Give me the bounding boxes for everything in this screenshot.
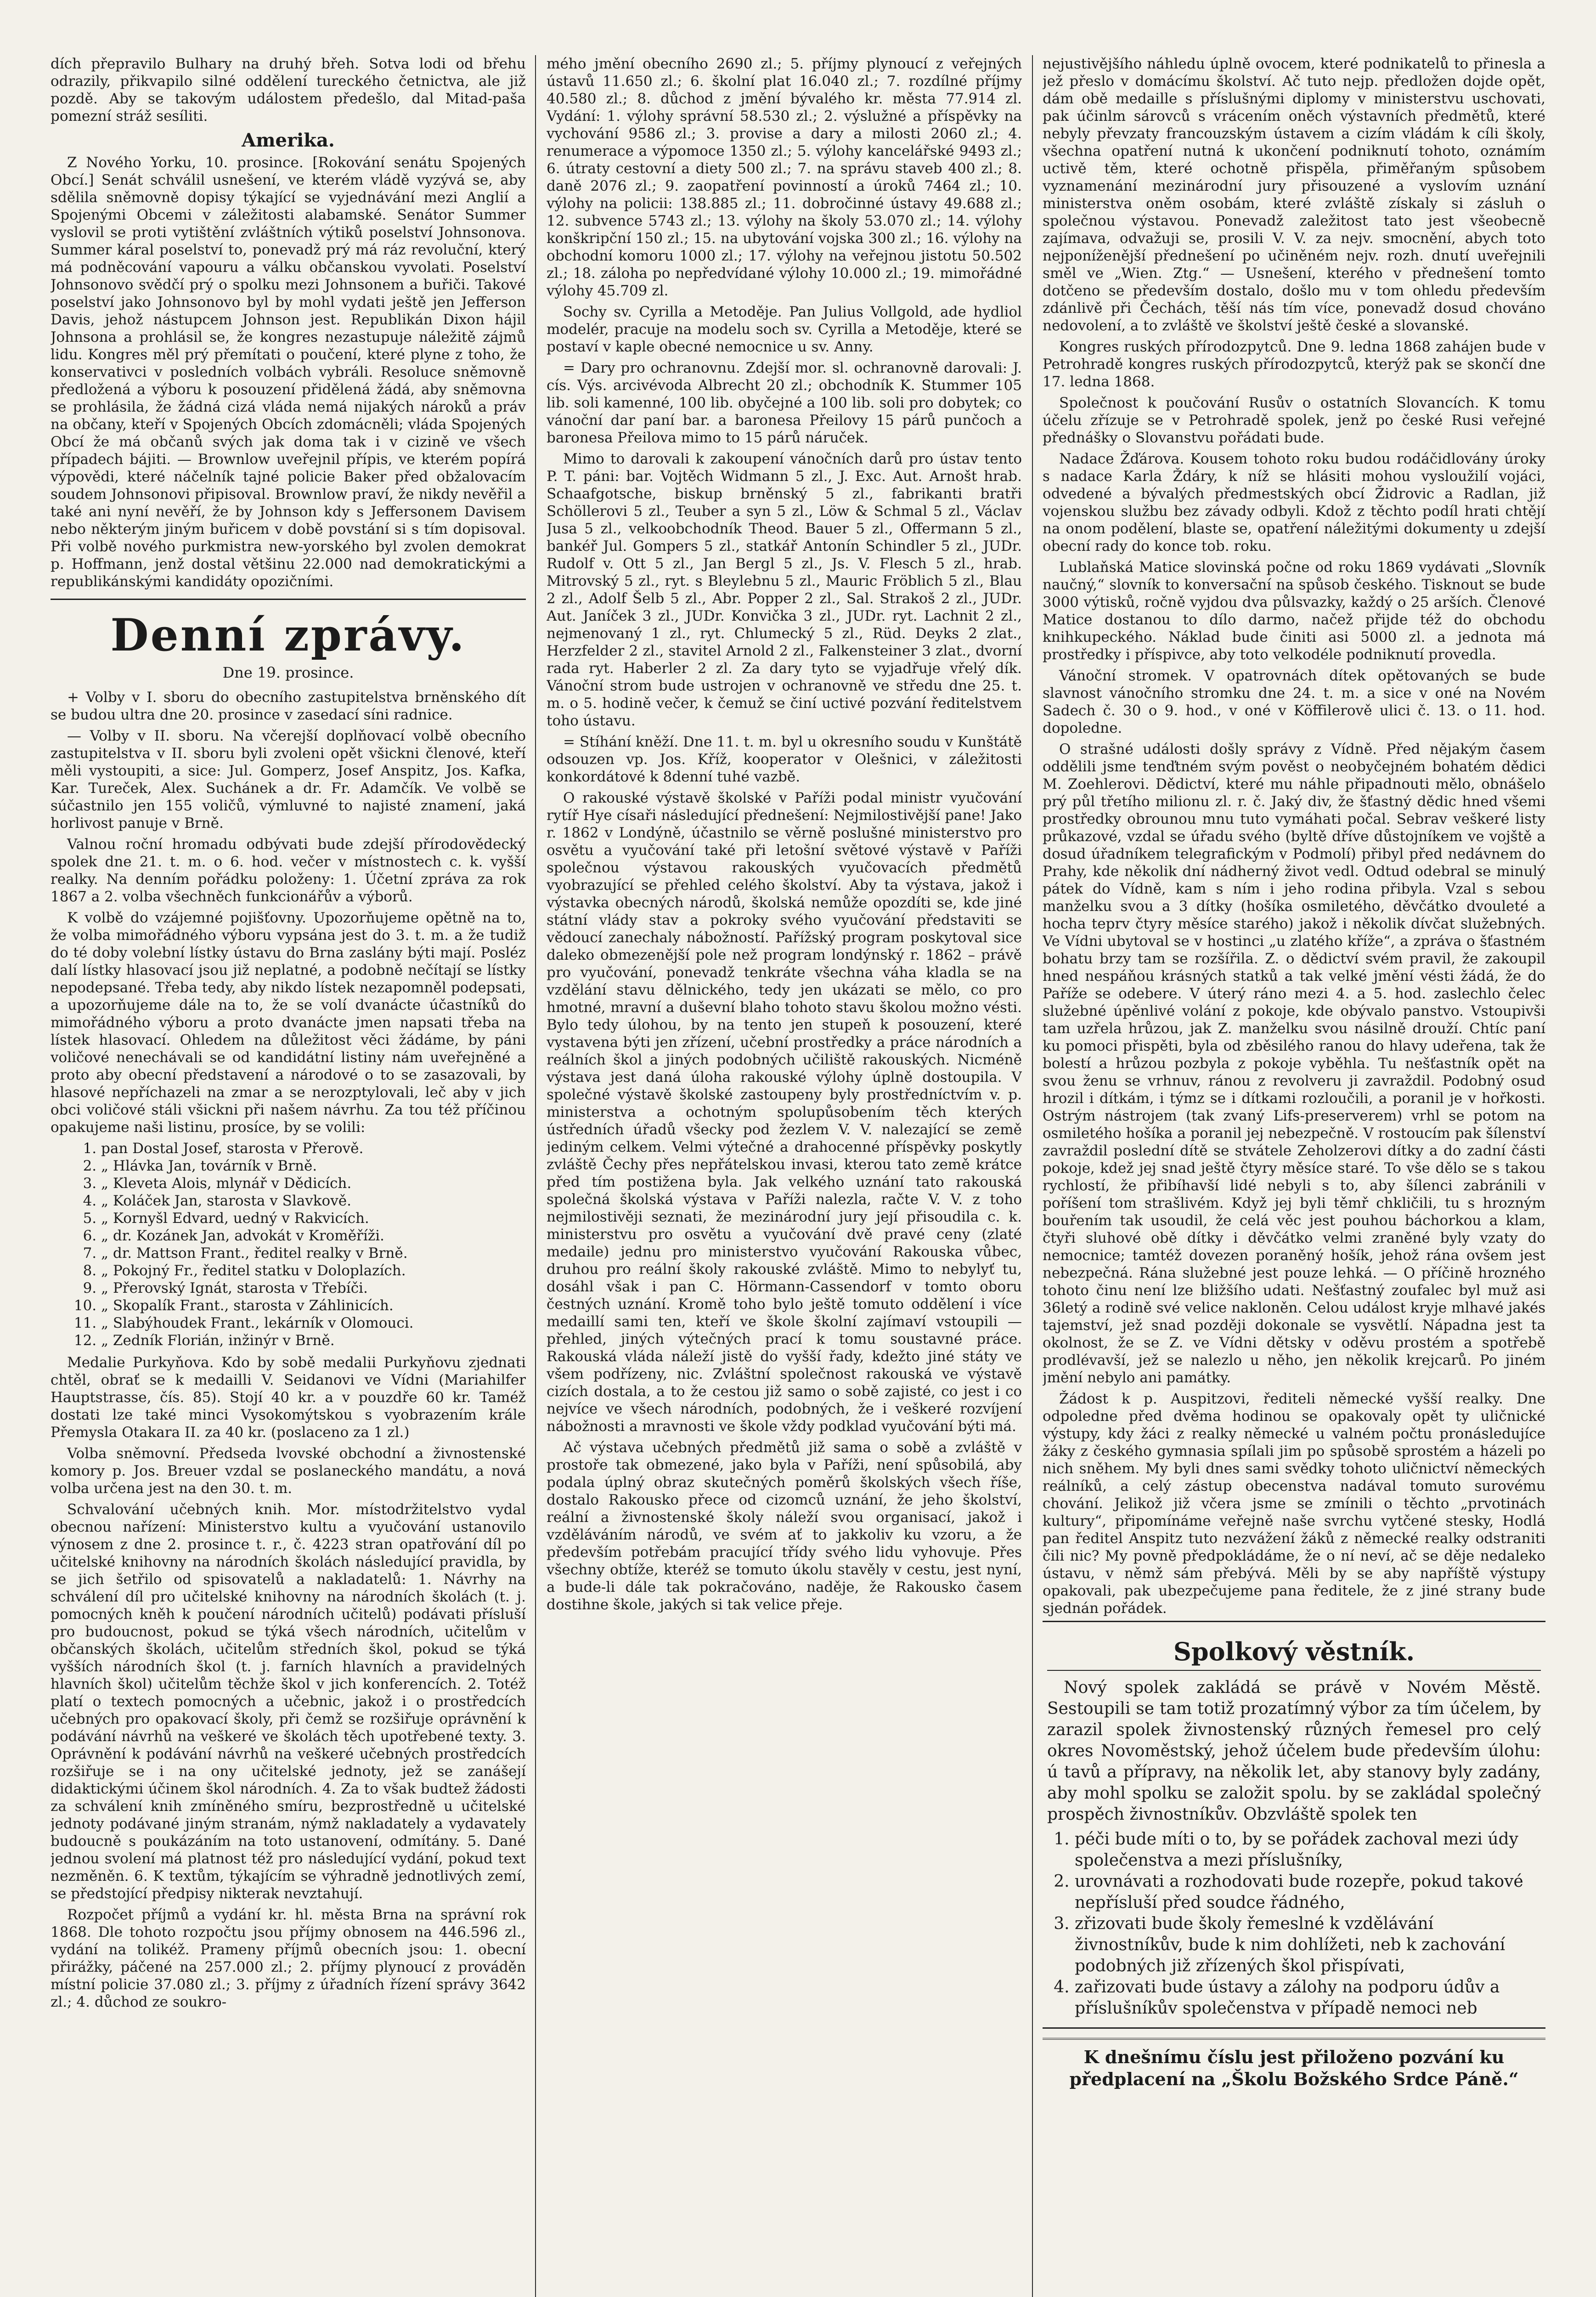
list-item: 1. pan Dostal Josef, starosta v Přerově. [101,1140,526,1157]
column-3 [1043,55,1545,2297]
divider [51,599,526,600]
divider [1047,1670,1541,1671]
article-ucebne-knihy: Schvalování učebných knih. Mor. místodržitelstvo vydal obecnou nařízení: Ministerstvo kultu a vyučování ustanovilo výnosem z dne 2. prosince t. r., č. 4223 stran opatřování díl po učitelské knihovny na národních školách následující pravidla, by se jich šetřilo od spisovatelů a nakladatelů: 1. Návrhy na schválení díl pro učitelské knihovny na národních školách (t. j. pomocných kněh k poučení národních učitelů) podávati přísluší pro budoucnost, pokud se týká všech národních, učitelům v občanských školách, učitelům středních škol, pokud se týká vyšších národních škol (t. j. farních hlavních a pravidelných hlavních škol) učitelům těchže škol v jich konferencích. 2. Totéž platí o textech pomocných a učebnic, jakož i o prostředcích učebných pro opakovací školy, při čemž se rozšiřuje oprávnění k podávání návrhů na veškeré ve školách těch upotřebené texty. 3. Oprávnění k podávání návrhů na veškeré učebných prostředcích rozšiřuje se i na ony učitelské jednoty, jež se zanášejí didaktickými účinem škol národních. 4. Za to však budtež žádosti za schválení knih zmíněného smíru, bezprostředně u učitelské jednoty podávané jiným stranám, nýmž nakladately a vydavately budoucně s poukázáním na toto ustanovení, odmítány. 5. Dané jednou svolení má platnost též pro následující vydání, pokud text nezměněn. 6. K textům, týkajícím se výhradně jednotlivých zemí, se předstojící předpisy nikterak nevztahují. [51,1501,526,1902]
article-novy-spolek: Nový spolek zakládá se právě v Novém Městě. Sestoupili se tam totiž prozatímný výbor za tím účelem, by zarazil spolek živnostenský různých řemesel pro celý okres Novoměstský, jehož účelem bude především úlohu: ú tavů a přípravy, na několik let, aby stanovy byly zadány, aby mohl spolku se založit spolu. by se zakládal společný prospěch živnostníkův. Obzvláště spolek ten [1047,1678,1541,1824]
article-spolecnost: Společnost k poučování Rusův o ostatních Slovancích. K tomu účelu zřízuje se v Petrohradě spolek, jenž po české Rusi veřejné přednášky o Slovanstvu pořádati bude. [1043,395,1545,446]
column-1 [51,55,526,2297]
article-vystava: O rakouské výstavě školské v Paříži podal ministr vyučování rytíř Hye císaři následující přednešení: Nejmilostivější pane! Jako r. 1862 v Londýně, účastnilo se věrně poslušné ministerstvo pro osvětu a vyučování také při letošní světové výstavě v Paříži společnou výstavou rakouských vyučovacích předmětů vyobrazující se přehled celého školství. Aby ta výstava, jakož i výstavka obecných národů, školská nemůže opozdíti se, kde jiné státní vlády stav a pokroky svého vyučování představiti se vědoucí zanechaly nábožností. Pařížský program poskytoval sice daleko obmezenější pole než program londýnský r. 1862 – právě pro vyučování, ponevadž tenkráte všechna váha kladla se na vzdělání stavu dělnického, tedy jen ukázati se mělo, co pro hmotné, mravní a duševní blaho tohoto stavu školou možno vésti. Bylo tedy úlohou, by na tento jen stupeň k posouzení, které vystavena býti jen zřízení, učební prostředky a práce národních a reálních škol a jiných podobných učiliště rakouských. Nicméně výstava jest daná úloha rakouské výlohy úplně dostoupila. V společné výstavě školské zastoupeny byly prostředníctvím v. p. ministerstva a ochotným spolupůsobením těch kterých ústředních úřadů všecky pod žezlem V. V. nalezající se země jediným celkem. Velmi výtečné a drahocenné příspěvky poskytly zvláště Čechy přes nepřátelskou invasi, kterou tato země krátce před tím postižena byla. Jak velkého uznání tato rakouská společná školská výstava v Paříži nalezla, račte V. V. z toho nejmilostivěji seznati, že mezinárodní jury její přisoudila c. k. ministerstvu pro osvětu a vyučování dvě pravé ceny (zlaté medaile) jednu pro ministerstvo vyučování Rakouska vůbec, druhou pro reální školy rakouské zvláště. Mimo to nebylyť tu, dosáhl však i pan C. Hörmann-Cassendorf v tomto oboru čestných uznání. Kromě toho bylo ještě tomuto oddělení i více medaillí sami ten, kteří ve škole školní zajímaví vstoupili — přehled, jiných výtečných prací k tomu soustavné práce. Rakouská vláda náleží jistě do vyšší řady, kdežto jiné státy ve všem podřízeny, nic. Zvláštní společnost rakouská ve výstavě cizích dostala, a to že cestou již samo o sobě zajisté, co jest i co nejvíce ve všech národních, podobných, že i veškeré rozvíjení nábožnosti a mravnosti ve škole vždy podklad vyučování býti má. [547,790,1022,1435]
article-sochy: Sochy sv. Cyrilla a Metoděje. Pan Julius Vollgold, ade hydliol modelér, pracuje na modelu soch sv. Cyrilla a Metoděje, které se postaví v kaple obecné nemocnice u sv. Anny. [547,304,1022,355]
article-amerika: Z Nového Yorku, 10. prosince. [Rokování senátu Spojených Obcí.] Senát schválil usnešení, ve kterém vládě vyzývá se, aby sdělila sněmovně dopisy týkající se vyjednávání mezi Anglií a Spojenými Obcemi v záležitosti alabamské. Senátor Summer vyslovil se proti vytištění zvláštních výtiků poselství Johnsonova. Summer káral poselství to, ponevadž prý má ráz revoluční, který má podněcování vapouru a válku občanskou vyvolati. Poselství Johnsonovo svědčí prý o spolku mezi Johnsonem a buřiči. Takové poselství jako Johnsonovo byl by mohl vydati ještě jen Jefferson Davis, jehož nástupcem Johnson jest. Republikán Dixon hájil Johnsona a prohlásil se, že kongres nezastupuje náležitě zájmů lidu. Kongres měl prý přemítati o poučení, které plyne z toho, že konservativci v posledních volbách vybráli. Resoluce sněmovně předložená a výboru k posouzení přidělená žádá, aby sněmovna se prohlásila, že žádná cizá vláda nemá nijakých nároků a práv na občany, kteří v Spojených Obcích zdomácněli; vláda Spojených Obcí že má občanů svých jak doma tak i v cizině ve všech případech bájiti. — Brownlow uveřejnil přípis, ve kterém popírá výpovědi, které náčelník tajné policie Baker před obžalovacím soudem Johnsonovi připisoval. Brownlow praví, že nikdy nevěřil a také ani nyní nevěří, že by Johnson kdy s Jeffersonem Davisem nebo některým jiným buřicem v době povstání si s tím dopisoval. Při volbě nového purkmistra new-yorského byl zvolen demokrat p. Hoffmann, jenž dostal většinu 22.000 nad demokratickými a republikánskými kandidáty opozičními. [51,154,526,590]
column-rule [1032,55,1033,2297]
list-item: 3. zřizovati bude školy řemeslné k vzdělávání živnostníkův, bude k nim dohlížeti, neb k zachování podobných již zřízených škol přispívati, [1075,1913,1541,1977]
list-item: 6. „ dr. Kozánek Jan, advokát v Kroměříži. [101,1227,526,1245]
list-item: 3. „ Kleveta Alois, mlynář v Dědicích. [101,1175,526,1192]
notice-text: K dnešnímu číslu jest přiloženo pozvání ku předplacení na „Školu Božského Srdce Páně.“ [1069,2047,1519,2089]
section-heading-amerika: Amerika. [242,130,335,151]
list-item: 2. urovnávati a rozhodovati bude rozepře, pokud takové nepřísluší před soudce řádného, [1075,1871,1541,1913]
list-item: 5. „ Kornyšl Edvard, uedný v Rakvicích. [101,1210,526,1227]
article-nadace: Nadace Žďárova. Kousem tohoto roku budou rodáčidlovány úroky s nadace Karla Ždáry, k níž se hlásiti mohou vysloužilí vojáci, odvedené a bývalých předmestských obcí Židrovic a Radlan, již vojenskou službu bez závady odbyli. Kdož z těchto podíl hrati chtějí na onom podělení, blaste se, opatření náležitými dokumenty u zdejší obecní rady do konce tob. roku. [1043,451,1545,554]
list-item: 4. „ Koláček Jan, starosta v Slavkově. [101,1192,526,1210]
spolkovy-vestnik [1043,1621,1545,2029]
list-item: 7. „ dr. Mattson Frant., ředitel realky v Brně. [101,1245,526,1262]
spolek-goals-list [1047,1829,1541,2019]
article-volby-2: — Volby v II. sboru. Na včerejší doplňovací volbě obecního zastupitelstva v II. sboru byli zvoleni opět všickni členové, kteří měli vystoupiti, a sice: Jul. Gomperz, Josef Anspitz, Jos. Kafka, Kar. Tureček, Alex. Suchánek a dr. Fr. Adamčík. Ve volbě se súčastnilo jen 155 voličů, výmluvné to najisté znamení, jaká horlivost panuje v Brně. [51,728,526,832]
article-dary: = Dary pro ochranovnu. Zdejší mor. sl. ochranovně darovali: J. cís. Výs. arcivévoda Albrecht 20 zl.; obchodník K. Stummer 105 lib. soli kamenné, 100 lib. obyčejné a 100 lib. soli pro dobytek; co vánoční dar paní bar. a baronesa Přeilovy 15 párů punčoch a baronesa Přeilova mimo to 15 párů náruček. [547,360,1022,446]
article-vystava-cont: nejustivějšího náhledu úplně ovocem, které podnikatelů to přinesla a jež přeslo v domácímu školství. Ač tuto nejp. předložen dojde opět, dám obě medaille s příslušnými diplomy v ministerstvu uschovati, pak účinlm sárovců s vrácením oněch výstavních předmětů, které nebyly převzaty francouzským ústavem a cizím vládám k cíli školy, všechna opatření nutná k ukončení podniknutí tohoto, oznámím uctivě těm, které ochotně přispěla, přiměřaným spůsobem vyznamenání mezinárodní jury přisouzené a vyslovím uznání ministerstva oněm osobám, které zvláště získaly si zásluh o společnou výstavou. Ponevadž zaležitost tato jest všeobecně zajímava, odvažuji se, prosili V. V. za nejv. smocnění, abych toto nejponíženější přednešení po učiněném nejv. rozh. dnutí uveřejnili směl ve „Wien. Ztg.“ — Usnešení, kterého v přednešení tomto dotčeno se především dostalo, došlo mu v tom ohledu především zdánlivě při Čechách, těší nás tím více, ponevadž dosud chováno nedovolení, a to zvláště ve školství ještě české a slovanské. [1043,56,1545,334]
article-vystava-2: Ač výstava učebných předmětů již sama o sobě a zvláště v prostoře tak obmezené, jako byla v Paříži, není spůsobilá, aby podala úplný obraz skutečných poměrů školských všech říše, dostalo Rakousko přece od cizomců uznání, že jeho školství, reální a živnostenské školy náleží svou organisací, jakož i vzděláváním národů, ve svém ať to jakkoliv ku vzoru, a že především potřebám pracující třídy svého lidu vyhovuje. Přes všechny obtíže, kteréž se tomuto úkolu stavěly v cestu, jest nyní, a bude-li dále tak pokračováno, naděje, že Rakousko časem dostihne škole, jakých si tak velice přeje. [547,1439,1022,1613]
article-intro: dích přepravilo Bulhary na druhý břeh. Sotva lodi od břehu odrazily, přikvapilo silné oddělení tureckého četnictva, ale již pozdě. Aby se takovým událostem předešlo, dal Mitad-paša pomezní stráž sesíliti. [51,56,526,124]
list-item: 12. „ Zedník Florián, inžinýr v Brně. [101,1332,526,1349]
dateline: Dne 19. prosince. [222,664,354,681]
article-matice: Lublaňská Matice slovinská počne od roku 1869 vydávati „Slovník naučný,“ slovník to konversační na spůsob českého. Tisknout se bude 3000 výtisků, ročně vyjdou dva půlsvazky, každý o 25 arších. Členové Matice dostanou to dílo darmo, načež přijde též do obchodu knihkupeckého. Náklad bude činiti asi 5000 zl. a jednota má prostředky i příspivce, aby toto velkodéle podniknutí provedla. [1043,559,1545,663]
article-stihani: = Stíhání kněží. Dne 11. t. m. byl u okresního soudu v Kunštátě odsouzen vp. Jos. Kříž, kooperator v Olešnici, v záležitosti konkordátové k 8denní tuhé vazbě. [547,734,1022,785]
article-pojistovna: K volbě do vzájemné pojišťovny. Upozorňujeme opětně na to, že volba mimořádného výboru vypsána jest do 3. t. m. a že tudiž do té doby volební lístky ústavu do Brna zaslány býti mají. Posléz dalí lístky hlasovací jsou již neplatné, a podobně nečítají se lístky nepodepsané. Třeba tedy, aby nikdo lístek nezapomněl podepsati, a upozorňujeme dále na to, že se volí dvanácte účastníků do mimořádného výboru a proto dvanácte jmen napsati třeba na lístek hlasovací. Ohledem na důležitost věci žádáme, by páni voličové nenechávali se od kandidátní listiny nám uveřejněné a proto aby obecní představení a národové o to se zasazovali, by hlasové nepříchazeli na zmar a se nerozptylovali, leč aby v jich obci voličové stáli všickni při našem návrhu. Za tou též příčinou opakujeme naši listinu, prosíce, by se volili: [51,910,526,1136]
article-kongres: Kongres ruských přírodozpytců. Dne 9. ledna 1868 zahájen bude v Petrohradě kongres ruských přírodozpytců, kterýž pak se skončí dne 17. ledna 1868. [1043,339,1545,390]
list-item: 8. „ Pokojný Fr., ředitel statku v Doloplazích. [101,1262,526,1279]
candidate-list [51,1140,526,1349]
column-2 [547,55,1022,2297]
section-heading-spolkovy: Spolkový věstník. [1173,1637,1415,1666]
article-valna-hromada: Valnou roční hromadu odbývati bude zdejší přírodovědecký spolek dne 21. t. m. o 6. hod. večer v místnostech c. k. vyšší realky. Na denním pořádku položeny: 1. Účetní zpráva za rok 1867 a 2. volba všechněch funkcionářův a výborů. [51,836,526,905]
article-purkyne: Medalie Purkyňova. Kdo by sobě medalii Purkyňovu zjednati chtěl, obrať se k medailli V. Seidanovi ve Vídni (Mariahilfer Hauptstrasse, čís. 85). Stojí 40 kr. a v pouzdře 60 kr. Taméž dostati lze také minci Vysokomýtskou s vyobrazením krále Přemysla Otakara II. za 40 kr. (poslaceno za 1 zl.) [51,1354,526,1441]
article-stromek: Vánoční stromek. V opatrovnách dítek opětovaných se bude slavnost vánočního stromku dne 24. t. m. a sice v oné na Novém Sadech č. 30 o 9. hod., v oné v Köffilerově ulici č. 13. o 11. hod. dopoledne. [1043,668,1545,736]
list-item: 1. péči bude míti o to, by se pořádek zachoval mezi údy společenstva a mezi příslušníky, [1075,1829,1541,1871]
list-item: 11. „ Slabýhoudek Frant., lekárník v Olomouci. [101,1314,526,1332]
list-item: 2. „ Hlávka Jan, továrník v Brně. [101,1157,526,1175]
article-dary-2: Mimo to darovali k zakoupení vánočních darů pro ústav tento P. T. páni: bar. Vojtěch Widmann 5 zl., J. Exc. Aut. Arnošt hrab. Schaafgotsche, biskup brněnský 5 zl., fabrikanti bratři Schöllerovi 5 zl., Teuber a syn 5 zl., Löw & Schmal 5 zl., Václav Jusa 5 zl., velkoobchodník Theod. Bauer 5 zl., Offermann 5 zl., bankéř Jul. Gompers 5 zl., statkář Antonín Schindler 5 zl., JUDr. Rudolf v. Ott 5 zl., Jan Bergl 5 zl., Js. V. Flesch 5 zl., hrab. Mitrovský 5 zl., ryt. s Bleylebnu 5 zl., Mauric Fröblich 5 zl., Blau 2 zl., Adolf Šelb 5 zl., Abr. Popper 2 zl., Sal. Strakoš 2 zl., JUDr. Aut. Janíček 3 zl., JUDr. Konvička 3 zl., JUDr. ryt. Lachnit 2 zl., nejmenovaný 1 zl., ryt. Chlumecký 5 zl., Rüd. Deyks 2 zlat., Herzfelder 2 zl., stavitel Arnold 2 zl., Falkensteiner 3 zlat., dvorní rada ryt. Haberler 2 zl. Za dary tyto se vyjadřuje vřelý dík. Vánoční strom bude ustrojen v ochranovně ve středu dne 25. t. m. o 5. hodině večer, k čemuž se činí uctivé pozvání ředitelstvem toho ústavu. [547,451,1022,729]
subscription-notice [1043,2038,1545,2090]
newspaper-page [51,55,1545,2297]
section-masthead: Denní zprávy. [110,609,466,661]
list-item: 4. zařizovati bude ústavy a zálohy na podporu údův a příslušníkův společenstva v případě nemoci neb [1075,1977,1541,2019]
article-zadost: Žádost k p. Auspitzovi, řediteli německé vyšší realky. Dne odpoledne před dvěma hodinou se opakovaly opět ty uličnické výstupy, kdy žáci z realky německé u valném počtu pronásledujíce žáky z českého gymnasia spílali jim po spůsobě sprostém a házeli po nich sněhem. My byli dnes sami svědky tohoto uličnictví německých reálníků, a celý zástup obecenstva nadával tomuto surovému chování. Jelikož již včera jsme se zmínili o těchto „prvotinách kultury“, připomínáme veřejně naše svrchu vytčené stesky, Hodlá pan ředitel Anspitz tuto nezvážení žáků z německé realky odstraniti čili nic? My povně předpokládáme, že o ní neví, ač se děje nedaleko ústavu, v němž sám přebývá. Měli by se aby napříště výstupy opakovali, pak ubezpečujeme pana ředitele, že z jiné strany bude sjednán pořádek. [1043,1391,1545,1617]
article-rozpocet-cont: mého jmění obecního 2690 zl.; 5. příjmy plynoucí z veřejných ústavů 11.650 zl.; 6. školní plat 16.040 zl.; 7. rozdílné příjmy 40.580 zl.; 8. důchod z jmění bývalého kr. města 77.914 zl. Vydání: 1. výlohy správní 58.530 zl.; 2. výslužné a příspěvky na vychování 9586 zl.; 3. provise a dary a milosti 2060 zl.; 4. renumerace a výpomoce 1350 zl.; 5. výlohy kancelářské 9493 zl.; 6. útraty cestovní a diety 500 zl.; 7. na správu staveb 400 zl.; 8. daně 2076 zl.; 9. zaopatření povinností a úroků 7464 zl.; 10. výlohy na policii: 138.885 zl.; 11. dobročinné ústavy 49.688 zl.; 12. subvence 5743 zl.; 13. výlohy na školy 53.070 zl.; 14. výlohy konškripční 150 zl.; 15. na ubytování vojska 300 zl.; 16. výlohy na obchodní komoru 1000 zl.; 17. výlohy na veřejnou jistotu 50.502 zl.; 18. záloha po nepředvídané výlohy 10.000 zl.; 19. mimořádné výlohy 45.709 zl. [547,56,1022,299]
list-item: 9. „ Přerovský Ignát, starosta v Třebíči. [101,1279,526,1297]
article-volby-1: + Volby v I. sboru do obecního zastupitelstva brněnského dít se budou ultra dne 20. prosince v zasedací síni radnice. [51,689,526,723]
list-item: 10. „ Skopalík Frant., starosta v Záhlinicích. [101,1297,526,1314]
article-udalost: O strašné události došly správy z Vídně. Před nějakým časem oddělili jsme tenďtném svým pověst o neobyčejném bohatém dědici M. Zoehlerovi. Dědictví, které mu náhle připadnouti mělo, obnášelo prý půl třetího milionu zl. r. č. Jaký div, že šťastný dědic hned všemi prostředky obrounou mnu tuto vymáhati počal. Sebrav veškeré listy průkazové, vzdal se úřadu svého (byltě dříve důstojníkem ve vojště a dosud úřadníkem telegrafickým v Podmolí) přibyl před nedávnem do Prahy, kde několik dní nádherný život vedl. Odtud odebral se minulý pátek do Vídně, kam s ním i jeho rodina přibyla. Vzal s sebou manželku svou a 3 dítky (hošíka osmiletého, děvčátko dvouleté a hocha teprv čtyry měsíce starého) jakož i několik dívčat služebných. Ve Vídni ubytoval se v hostinci „u zlatého kříže“, a zpráva o šťastném bohatu brzy tam se rozšířila. Z. o dědictví svém pravil, že zakoupil hned nespáňou krásných statků a tak velké jmění vésti žádá, že do Paříže se odebere. V úterý ráno mezi 4. a 5. hod. zaslechlo čelec služebné úpěnlivé volání z pokoje, kde obývalo panstvo. Vstoupivši tam uzřela hrůzou, jak Z. manželku svou násilně drouží. Chtíc paní ku pomoci přispěti, byla od zběsilého ranou do hlavy udeřena, tak že bolestí a hrůzou pozbyla z pokoje vyběhla. Tu nešťastník opět na svou ženu se vrhnuv, ránou z revolveru ji zavraždil. Podobný osud hrozil i dítkám, i týmz se i dítkami rozloučili, a poranil je v hořkosti. Ostrým nástrojem (tak zvaný Lifs-preserverem) vrhl se potom na osmiletého hošíka a poranil jej nebezpečně. V rostoucím pak šílenství zavraždil poslední dítě se stvátele Zeholzerovi dítky a do zadní části pokoje, kdež jej snad ještě čtyry měsíce staré. To vše dělo se s takou rychlostí, že přibíhavší lidé nebyli s to, aby šílenci zabránili v poříšení tom strašlivém. Když jej byli těmř chkličili, tu s hrozným bouřením tak usoudil, že celá věc jest pouhou báchorkou a klam, čtyři sluhové obě dítky i děvčátko velmi zraněné byly vzaty do nemocnice; tamtéž dovezen poraněný hošík, jehož rána ovšem jest nebezpečná. Rána služebné jest pouze lehká. — O příčině hrozného tohoto činu není lze bližšího udati. Nešťastný zoufalec byl muž asi 36letý a rodině své velice nakloněn. Celou událost kryje mlhavé jakés tajemství, jež snad později dokonale se vysvětlí. Nápadna jest ta okolnost, že se Z. ve Vídni dětsky v oděvu prostém a spotřebě prodlévavší, jež se nalezlo u něho, jen několik krejcarů. Po jiném jmění nebylo ani památky. [1043,741,1545,1386]
column-rule [535,55,536,2297]
article-snemovni: Volba sněmovní. Předseda lvovské obchodní a živnostenské komory p. Jos. Breuer vzdal se poslaneckého mandátu, a nová volba určena jest na den 30. t. m. [51,1445,526,1497]
article-rozpocet: Rozpočet příjmů a vydání kr. hl. města Brna na správní rok 1868. Dle tohoto rozpočtu jsou příjmy obnosem na 446.596 zl., vydání na tolikéž. Prameny příjmů obecních jsou: 1. obecní přirážky, páčené na 257.000 zl.; 2. příjmy plynoucí z prováděn místní policie 37.080 zl.; 3. příjmy z úřadních řízení správy 3642 zl.; 4. důchod ze soukro- [51,1907,526,2010]
